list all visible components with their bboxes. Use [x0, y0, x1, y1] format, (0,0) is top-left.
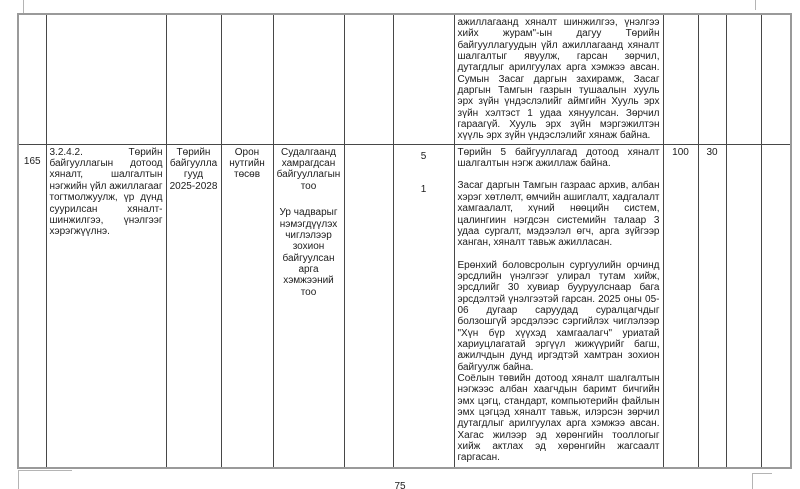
margin-mark-bottom-right: [752, 473, 772, 489]
activity-text: 3.2.4.2. Төрийн байгууллагын дотоод хяналт, шалгалтын нэгжийн үйл ажиллагааг тогтмолжуулж, үр дүнд суурилсан хяналт-шинжилгээ, үнэлгээг хэрэгжүүлнэ.: [49, 146, 163, 238]
target-cell-empty: [393, 14, 454, 144]
activity-cell-empty: [46, 14, 166, 144]
implementing-org: Төрийн байгууллагууд: [169, 146, 218, 181]
extra1-cell-empty: [726, 14, 761, 144]
score1-cell-empty: [663, 14, 698, 144]
budget-cell: [221, 144, 273, 468]
implementing-org-cell: [166, 144, 221, 468]
num-cell-empty: [18, 14, 46, 144]
baseline-cell: [344, 144, 393, 468]
result-paragraph-4: Соёлын төвийн дотоод хяналт шалгалтын нэгжээс албан хаагчдын баримт бичгийн эмх цэгц, стандарт, компьютерийн файлын эмх цэгцэд хяналт тавьж, илэрсэн зөрчил дутагдлыг арилгуулах арга хэмжээ авсан. Хагас жилээр эд хөрөнгийн тооллогыг хийж актлах эд хөрөнгийн жагсаалт гаргасан.: [457, 372, 660, 464]
page-number: 75: [394, 481, 406, 489]
indicator-cell-empty: [273, 14, 344, 144]
budget-source: Орон нутгийн төсөв: [229, 146, 265, 181]
score-percent: 100: [672, 146, 689, 158]
baseline-cell-empty: [344, 14, 393, 144]
score-points: 30: [706, 146, 718, 158]
target-cell: [393, 144, 454, 468]
table-row-165: [18, 144, 791, 468]
target-value-2: 1: [420, 184, 427, 196]
budget-cell-empty: [221, 14, 273, 144]
row-number-cell: [18, 144, 46, 468]
result-cell: [454, 144, 663, 468]
result-paragraph-1: Төрийн 5 байгууллагад дотоод хяналт шалгалтын нэгж ажиллаж байна.: [457, 146, 660, 170]
indicator-1: Судалгаанд хамрагдсан байгууллагын тоо: [276, 146, 341, 192]
result-cell-carryover: [454, 14, 663, 144]
extra-cell-1: [726, 144, 761, 468]
extra-cell-2: [761, 144, 791, 468]
activity-cell: [46, 144, 166, 468]
implementation-years: 2025-2028: [169, 180, 218, 192]
margin-mark-top-left: [23, 0, 24, 13]
monitoring-report-table: [17, 13, 792, 469]
margin-mark-bottom-left: [18, 470, 72, 489]
carryover-result-text: ажиллагаанд хяналт шинжилгээ, үнэлгээ хийх журам"-ын дагуу Төрийн байгууллагуудын үйл ажиллагаанд хяналт шалгалтыг явуулж, гарсан зөрчил, дутагдлыг арилгуулах арга хэмжээ авсан. Сумын Засаг даргын захирамж, Засаг даргын Тамгын газрын тушаалын хууль эрх зүйн үндэслэлийг аймгийн Хууль эрх зүйн хэлтэст 1 удаа хянуулсан. Зөрчил гараагүй. Хууль эрх зүйн мэргэжилтэн хүүль эрх зүйн үндэслэлийг хянаж байна.: [457, 17, 660, 142]
score-percent-cell: [663, 144, 698, 468]
score-points-cell: [698, 144, 726, 468]
target-value-1: 5: [420, 150, 427, 162]
indicator-2: Ур чадварыг нэмэгдүүлэх чиглэлээр зохион байгуулсан арга хэмжээний тоо: [279, 207, 338, 298]
result-paragraph-2: Засаг даргын Тамгын газраас архив, албан хэрэг хөтлөлт, өмчийн ашиглалт, хадгалалт хамгаалалт, хүний нөөцийн систем, цалингиин нэгдсэн системийн талаар 3 удаа сургалт, мэдээлэл өгч, арга зүйгээр ханган, хяналт тавьж ажилласан.: [457, 180, 660, 249]
table-row-carryover: [18, 14, 791, 144]
org-cell-empty: [166, 14, 221, 144]
extra2-cell-empty: [761, 14, 791, 144]
margin-mark-top-right: [755, 0, 756, 10]
row-number: 165: [23, 155, 41, 167]
indicator-cell: [273, 144, 344, 468]
result-paragraph-3: Ерөнхий боловсролын сургуулийн орчинд эрсдлийн үнэлгээг улирал тутам хийж, эрсдлийг 30 хувиар бууруулснаар бага эрсдэлтэй үнэлгээтэй гарсан. 2025 оны 05-06 дугаар саруудад суралцагчдыг болзошгүй эрсдэлээс сэргийлэх чиглэлээр "Хүн бүр хүүхэд хамгаалагч" уриатай хариуцлагатай эргүүл жижүүрийг багш, ажилчдын дунд иргэдтэй хамтран зохион байгуулж байна.: [457, 259, 660, 373]
score2-cell-empty: [698, 14, 726, 144]
